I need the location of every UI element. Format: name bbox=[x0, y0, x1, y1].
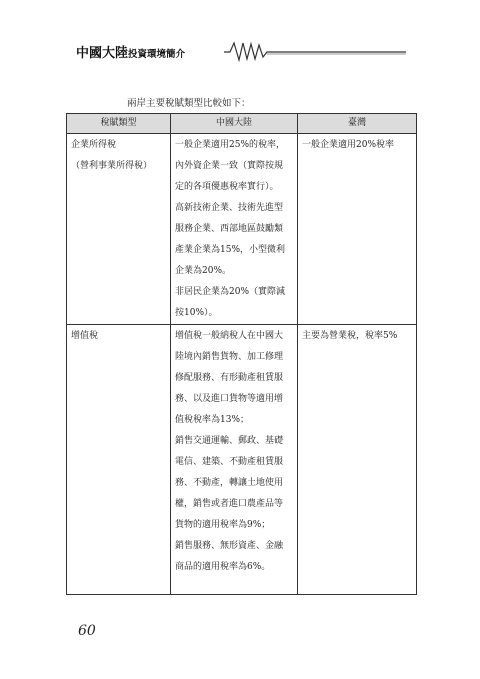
column-header-china: 中國大陸 bbox=[171, 114, 298, 134]
china-cell bbox=[171, 134, 298, 325]
running-header bbox=[76, 40, 406, 62]
cell-line: 務、以及進口貨物等適用增 bbox=[175, 394, 284, 404]
page-number: 60 bbox=[78, 623, 96, 639]
cell-line: 值稅稅率為13%； bbox=[175, 415, 250, 425]
running-header-title bbox=[76, 42, 185, 61]
cell-line: 貨物的適用稅率為9%； bbox=[175, 520, 271, 530]
cell-line: 企業為20%。 bbox=[175, 266, 232, 276]
column-header-tax-type: 稅賦類型 bbox=[67, 114, 171, 134]
cell-line: （營利事業所得稅） bbox=[71, 161, 153, 171]
table-header-row bbox=[67, 114, 417, 134]
cell-line: 企業所得稅 bbox=[71, 140, 117, 150]
header-title-main: 中國大陸 bbox=[76, 46, 129, 61]
heartbeat-line-icon bbox=[224, 40, 406, 62]
cell-line: 增值稅 bbox=[71, 331, 99, 341]
cell-line: 非居民企業為20%（實際減 bbox=[175, 287, 286, 297]
cell-line: 服務企業、西部地區鼓勵類 bbox=[175, 224, 284, 234]
cell-line: 陸境內銷售貨物、加工修理 bbox=[175, 352, 284, 362]
cell-line: 修配服務、有形動產租賃服 bbox=[175, 373, 284, 383]
cell-line: 銷售交通運輸、郵政、基礎 bbox=[175, 436, 284, 446]
cell-line: 產業企業為15%，小型微利 bbox=[175, 245, 286, 255]
intro-text: 兩岸主要稅賦類型比較如下： bbox=[127, 98, 251, 109]
cell-line: 務、不動產，轉讓土地使用 bbox=[175, 478, 284, 488]
tax-type-cell bbox=[67, 134, 171, 325]
cell-line: 內外資企業一致（實際按規 bbox=[175, 161, 284, 171]
tax-comparison-table bbox=[66, 113, 417, 595]
cell-line: 銷售服務、無形資產、金融 bbox=[175, 541, 284, 551]
cell-line: 按10%）。 bbox=[175, 308, 218, 318]
cell-line: 電信、建築、不動產租賃服 bbox=[175, 457, 284, 467]
taiwan-cell bbox=[298, 325, 417, 595]
cell-line: 主要為營業稅，稅率5% bbox=[302, 331, 398, 341]
table-row bbox=[67, 134, 417, 325]
china-cell bbox=[171, 325, 298, 595]
tax-type-cell bbox=[67, 325, 171, 595]
cell-line: 高新技術企業、技術先進型 bbox=[175, 203, 284, 213]
cell-line: 一般企業適用25%的稅率， bbox=[175, 140, 286, 150]
cell-line: 定的各項優惠稅率實行）。 bbox=[175, 182, 279, 192]
taiwan-cell bbox=[298, 134, 417, 325]
cell-line: 增值稅一般納稅人在中國大 bbox=[175, 331, 284, 341]
cell-line: 商品的適用稅率為6%。 bbox=[175, 562, 271, 572]
header-title-sub: 投資環境簡介 bbox=[128, 49, 186, 60]
cell-line: 一般企業適用20%稅率 bbox=[302, 140, 395, 150]
table-row bbox=[67, 325, 417, 595]
column-header-taiwan: 臺灣 bbox=[298, 114, 417, 134]
cell-line: 權，銷售或者進口農產品等 bbox=[175, 499, 284, 509]
